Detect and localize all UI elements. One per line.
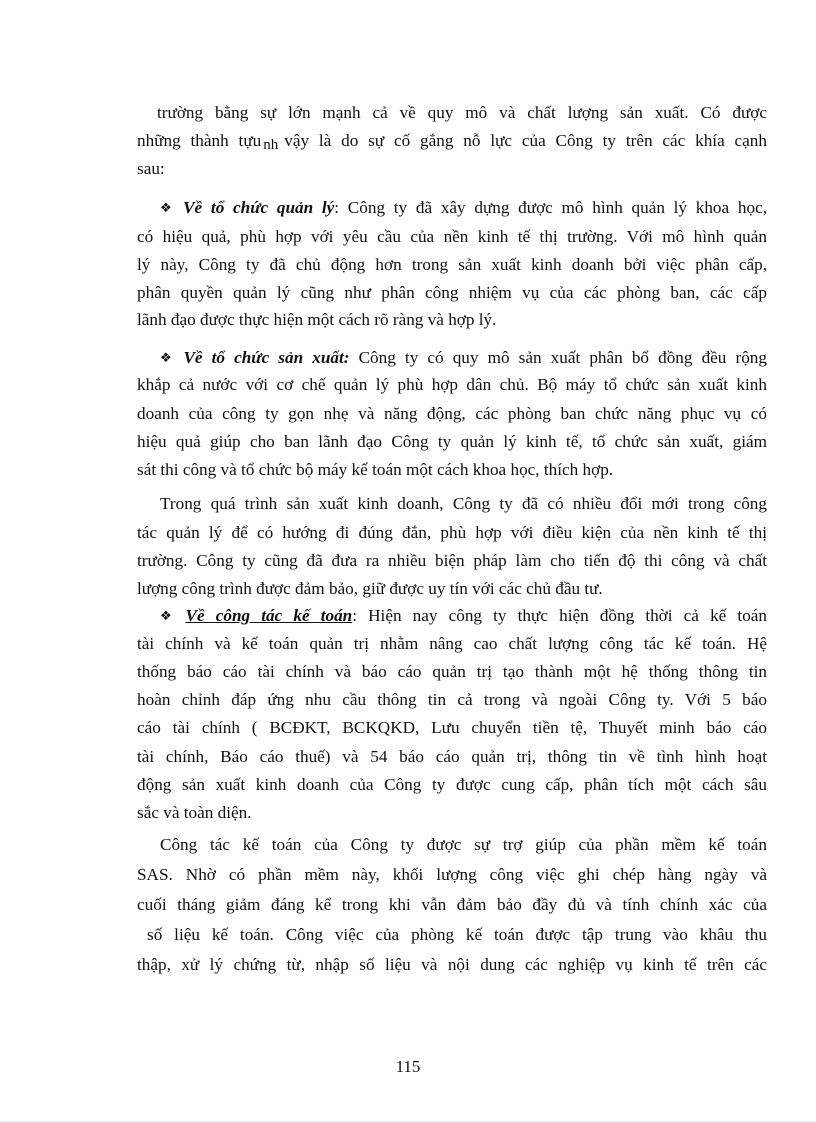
text-line: khắp cả nước với cơ chế quản lý phù hợp dân chủ. Bộ máy tổ chức sản xuất kinh (137, 375, 767, 394)
text-line: số liệu kế toán. Công việc của phòng kế toán được tập trung vào khâu thu (147, 925, 767, 944)
text-line (160, 606, 767, 628)
text-line: tài chính, Báo cáo thuế) và 54 báo cáo quản trị, thông tin về tình hình hoạt (137, 747, 767, 766)
text-line: phân quyền quản lý cũng như phân công nhiệm vụ của các phòng ban, các cấp (137, 283, 767, 302)
text-line: hoàn chỉnh đáp ứng nhu cầu thông tin cả trong và ngoài Công ty. Với 5 báo (137, 690, 767, 709)
text-line (160, 198, 767, 220)
text-line: Công tác kế toán của Công ty được sự trợ giúp của phần mềm kế toán (160, 835, 767, 854)
text-line (137, 131, 767, 152)
text-line: cuối tháng giảm đáng kể trong khi vẫn đảm bảo đầy đủ và tính chính xác của (137, 895, 767, 914)
text-fragment: Công ty có quy mô sản xuất phân bổ đồng đều rộng (349, 348, 767, 367)
text-fragment: : Công ty đã xây dựng được mô hình quản lý khoa học, (334, 198, 767, 217)
subscript-fragment: nh (263, 137, 279, 153)
text-fragment: vậy là do sự cố gắng nỗ lực của Công ty trên các khía cạnh (284, 131, 767, 150)
text-fragment: : Hiện nay công ty thực hiện đồng thời cả kế toán (352, 606, 768, 625)
page-number: 115 (395, 1057, 421, 1076)
diamond-bullet-icon: ❖ (160, 201, 177, 216)
text-line: sau: (137, 159, 165, 178)
text-line: cáo tài chính ( BCĐKT, BCKQKD, Lưu chuyển tiền tệ, Thuyết minh báo cáo (137, 718, 767, 737)
text-line: SAS. Nhờ có phần mềm này, khối lượng công việc ghi chép hàng ngày và (137, 865, 767, 884)
text-line: lý này, Công ty đã chủ động hơn trong sản xuất kinh doanh bởi việc phân cấp, (137, 255, 767, 274)
text-line: động sản xuất kinh doanh của Công ty được cung cấp, phân tích một cách sâu (137, 775, 767, 794)
text-line: thập, xử lý chứng từ, nhập số liệu và nội dung các nghiệp vụ kinh tế trên các (137, 955, 767, 974)
text-line: tác quản lý để có hướng đi đúng đắn, phù hợp với điều kiện của nền kinh tế thị (137, 523, 767, 542)
text-line: sắc và toàn diện. (137, 803, 252, 822)
section-heading: Về tổ chức quản lý (183, 198, 335, 217)
text-line: thống báo cáo tài chính và báo cáo quản trị tạo thành một hệ thống thông tin (137, 662, 767, 681)
text-line: có hiệu quả, phù hợp với yêu cầu của nền kinh tế thị trường. Với mô hình quản (137, 227, 767, 246)
text-line: trường bằng sự lớn mạnh cả về quy mô và chất lượng sản xuất. Có được (157, 103, 767, 122)
text-line: Trong quá trình sản xuất kinh doanh, Công ty đã có nhiều đổi mới trong công (160, 494, 767, 513)
text-line (160, 348, 767, 370)
text-line: hiệu quả giúp cho ban lãnh đạo Công ty quản lý kinh tế, tổ chức sản xuất, giám (137, 432, 767, 451)
text-line: doanh của công ty gọn nhẹ và năng động, các phòng ban chức năng phục vụ có (137, 404, 767, 423)
text-line: lãnh đạo được thực hiện một cách rõ ràng và hợp lý. (137, 310, 497, 329)
text-line: sát thi công và tổ chức bộ máy kế toán một cách khoa học, thích hợp. (137, 460, 614, 479)
section-heading: Về công tác kế toán (185, 606, 353, 625)
section-heading: Về tổ chức sản xuất: (183, 348, 350, 367)
diamond-bullet-icon: ❖ (160, 609, 179, 624)
text-line: lượng công trình được đảm bảo, giữ được uy tín với các chủ đầu tư. (137, 579, 603, 598)
text-line: trường. Công ty cũng đã đưa ra nhiều biện pháp làm cho tiến độ thi công và chất (137, 551, 767, 570)
text-fragment: những thành tựu (137, 131, 262, 150)
text-line: tài chính và kế toán quản trị nhằm nâng cao chất lượng công tác kế toán. Hệ (137, 634, 767, 653)
diamond-bullet-icon: ❖ (160, 351, 177, 366)
